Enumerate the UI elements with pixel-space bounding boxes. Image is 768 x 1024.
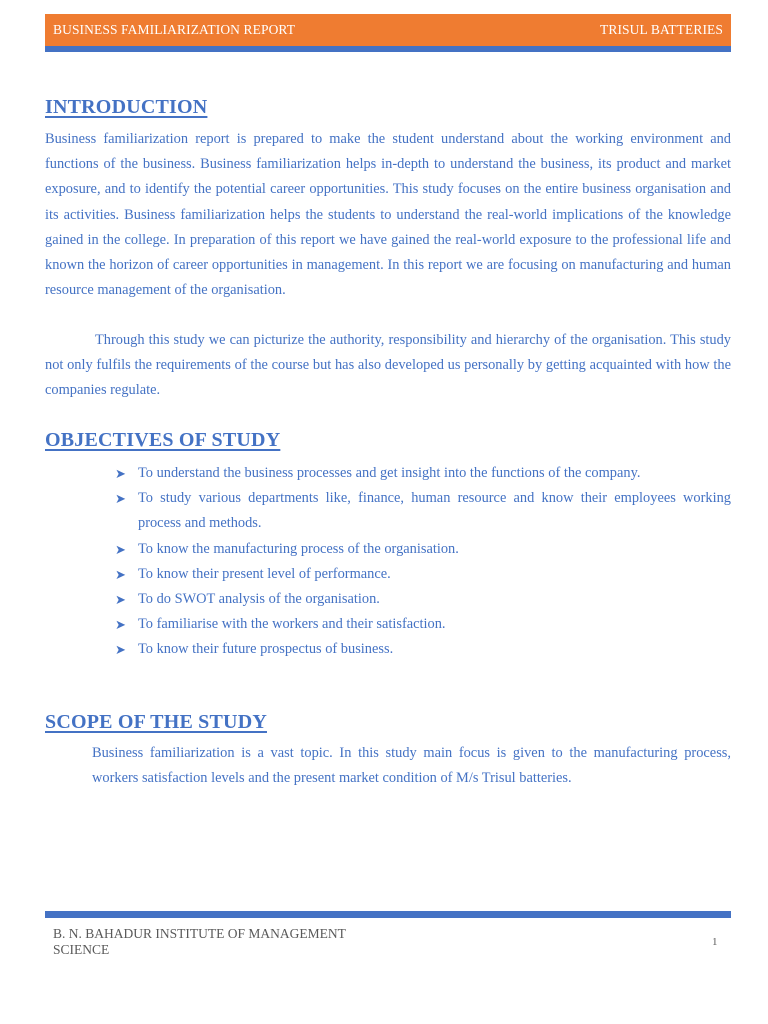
objective-item	[45, 587, 731, 612]
objectives-heading: OBJECTIVES OF STUDY	[45, 429, 281, 451]
header-divider	[45, 46, 731, 52]
objective-item	[45, 562, 731, 587]
objective-text: To study various departments like, finance, human resource and know their employees working process and methods.	[138, 490, 731, 532]
objective-item	[45, 461, 731, 486]
objective-item	[45, 486, 731, 536]
arrowhead-bullet-icon: ➤	[115, 617, 126, 633]
objective-item	[45, 637, 731, 662]
objective-text: To understand the business processes and get insight into the functions of the company.	[138, 465, 641, 481]
page-header	[45, 14, 731, 46]
footer-institute-name: B. N. BAHADUR INSTITUTE OF MANAGEMENT SCIENCE	[53, 926, 346, 957]
footer-divider	[45, 911, 731, 918]
objective-text: To know their future prospectus of business.	[138, 641, 394, 658]
scope-heading: SCOPE OF THE STUDY	[45, 711, 267, 733]
objectives-list	[45, 461, 731, 663]
arrowhead-bullet-icon: ➤	[115, 541, 126, 557]
arrowhead-bullet-icon: ➤	[115, 491, 126, 507]
scope-paragraph: Business familiarization is a vast topic. In this study main focus is given to the manufacturing process, workers satisfaction levels and the present market condition of M/s Trisul batteries.	[92, 745, 731, 787]
objective-text: To know the manufacturing process of the organisation.	[138, 540, 459, 557]
introduction-heading: INTRODUCTION	[45, 96, 208, 118]
objective-text: To familiarise with the workers and their satisfaction.	[138, 616, 446, 633]
introduction-paragraph-1: Business familiarization report is prepared to make the student understand about the working environment and functions of the business. Business familiarization helps in-depth to understand the business, its product and market exposure, and to identify the potential career opportunities. This study focuses on the entire business organisation and its activities. Business familiarization helps the students to understand the real-world implications of the knowledge gained in the college. In preparation of this report we have gained the real-world exposure to the professional life and known the horizon of career opportunities in management. In this report we are focusing on manufacturing and human resource management of the organisation.	[45, 131, 731, 299]
objective-text: To know their present level of performance.	[138, 565, 391, 582]
page-number: 1	[712, 936, 718, 948]
introduction-paragraph-2: Through this study we can picturize the authority, responsibility and hierarchy of the organisation. This study not only fulfils the requirements of the course but has also developed us personally by getting acquainted with how the companies regulate.	[45, 332, 731, 399]
objective-text: To do SWOT analysis of the organisation.	[138, 591, 380, 608]
arrowhead-bullet-icon: ➤	[115, 642, 126, 658]
arrowhead-bullet-icon: ➤	[115, 566, 126, 582]
arrowhead-bullet-icon: ➤	[115, 592, 126, 608]
arrowhead-bullet-icon: ➤	[115, 466, 126, 481]
objective-item	[45, 537, 731, 562]
header-company-name: TRISUL BATTERIES	[600, 22, 723, 37]
header-report-title: BUSINESS FAMILIARIZATION REPORT	[53, 22, 296, 37]
objective-item	[45, 612, 731, 637]
